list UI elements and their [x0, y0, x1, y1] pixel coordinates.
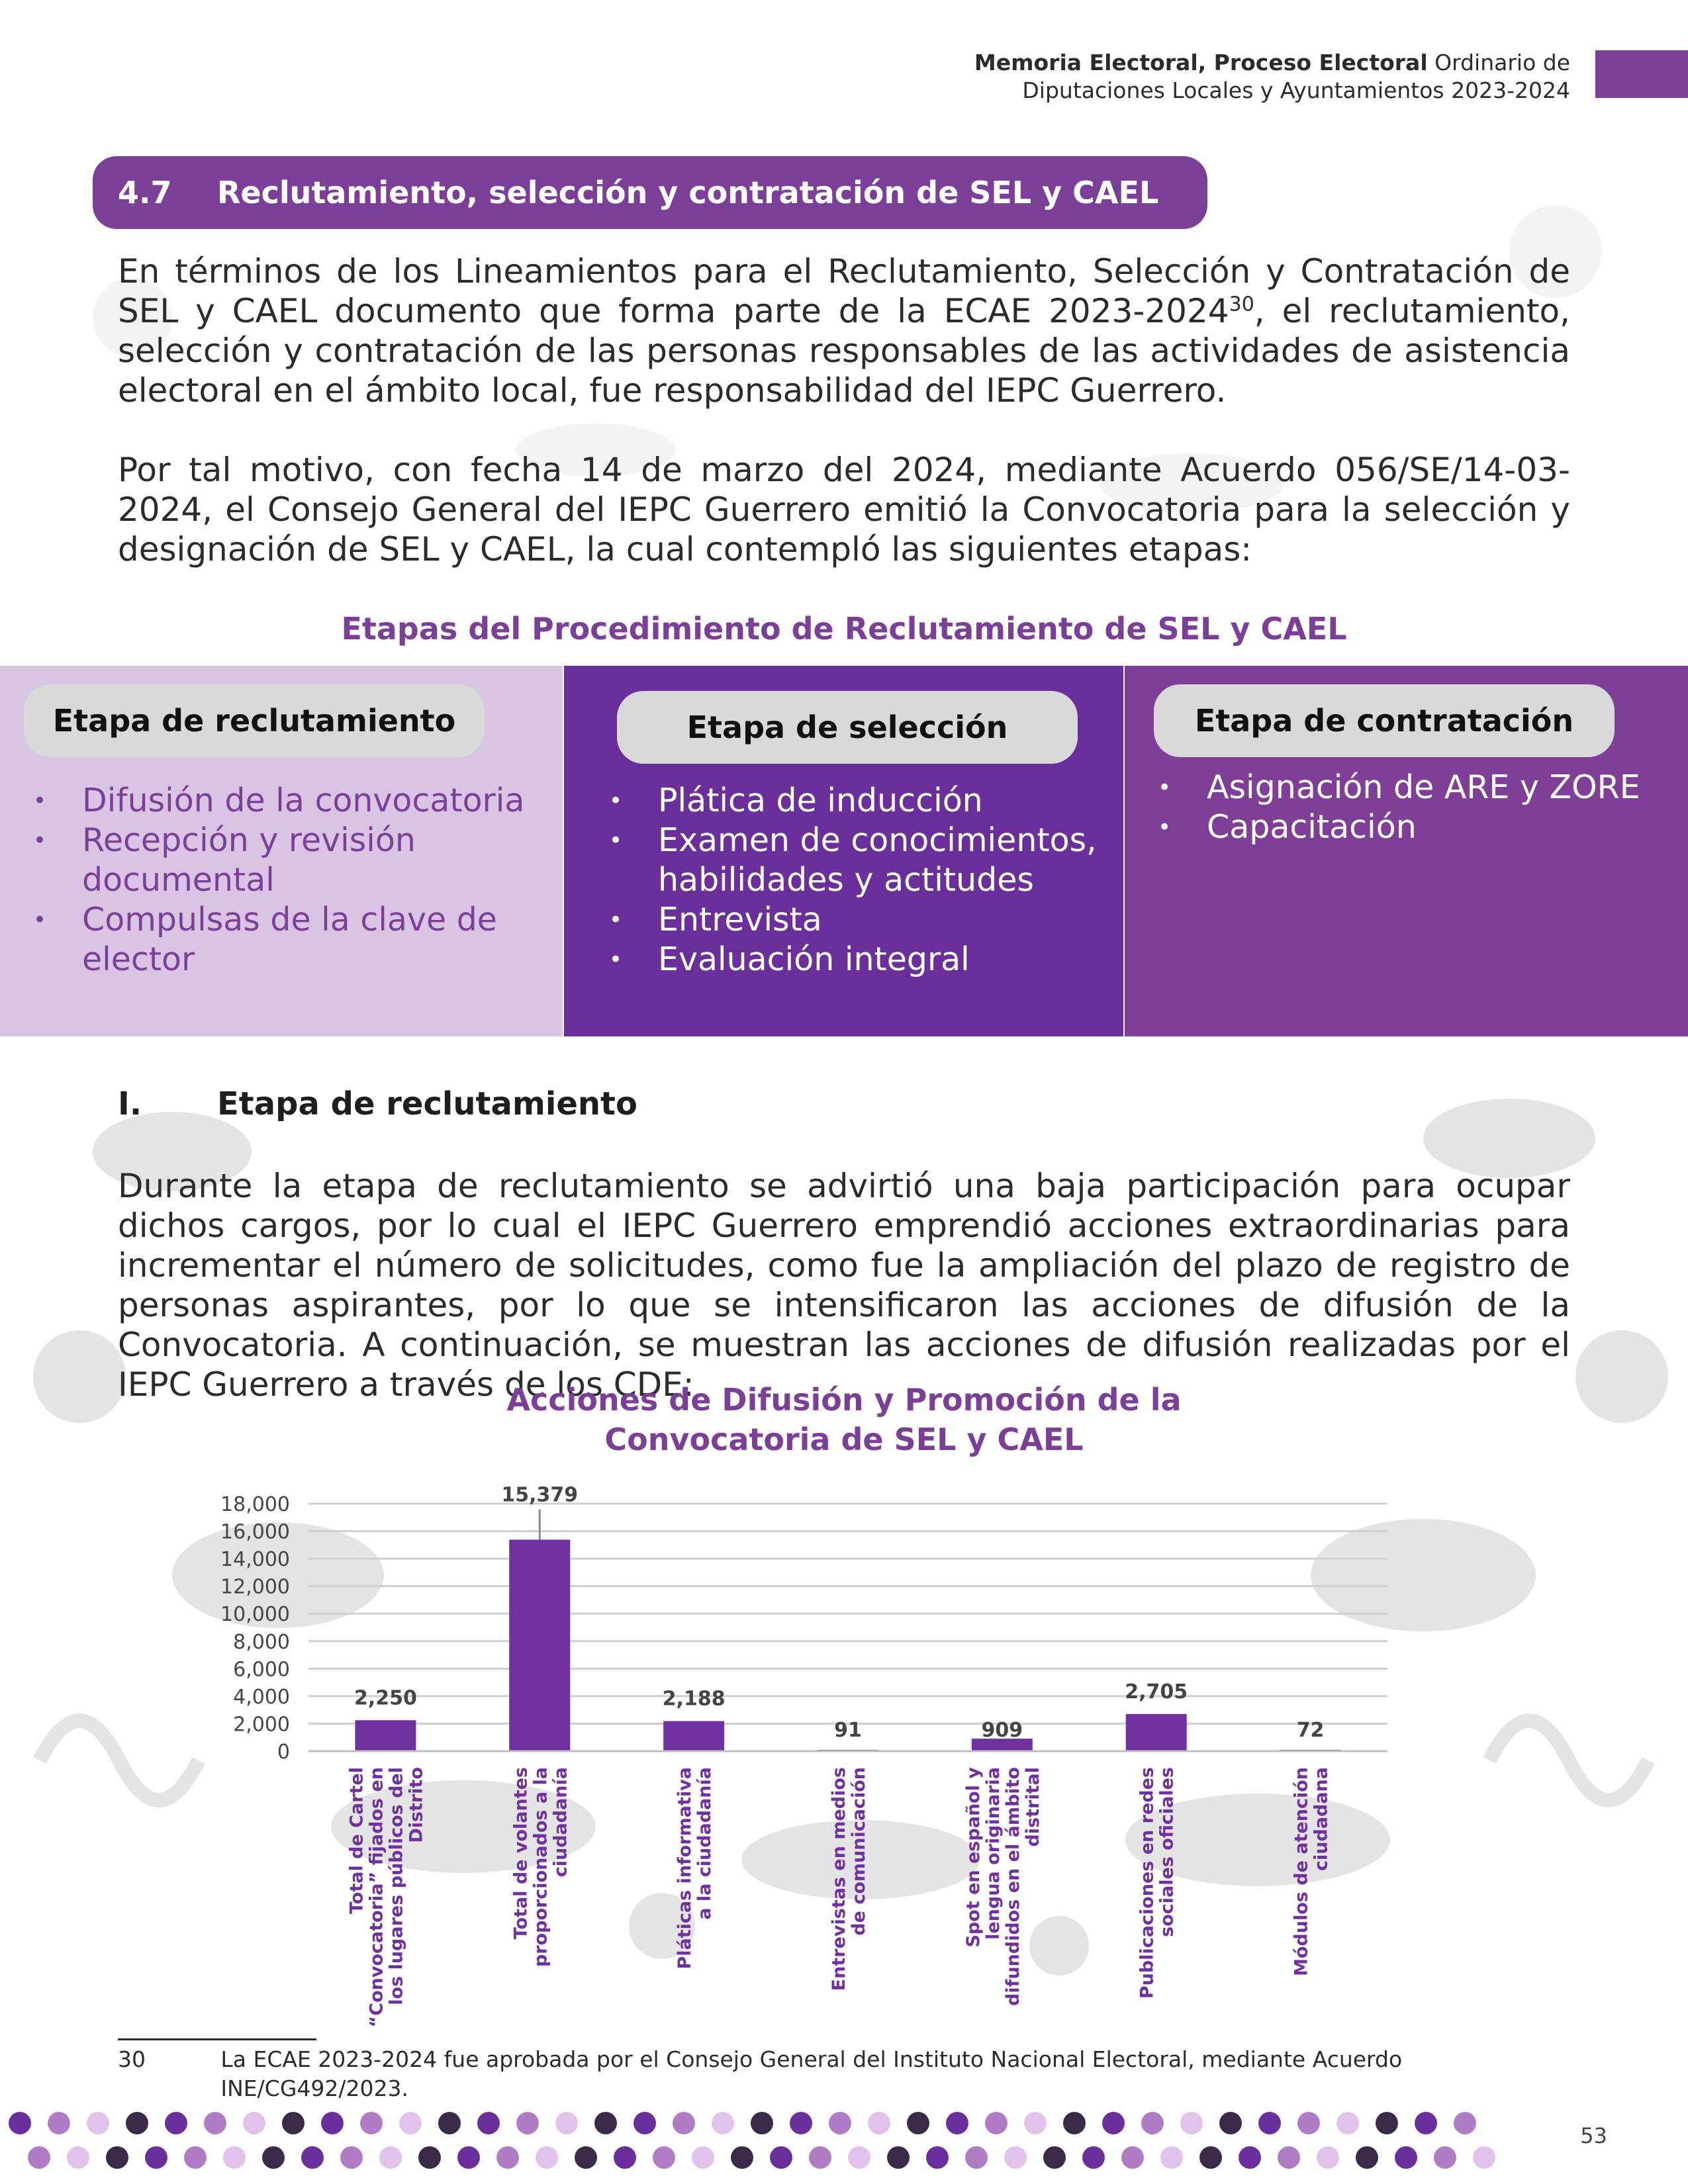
x-category-label-line: Total de volantes — [510, 1767, 532, 1940]
section-number: 4.7 — [118, 175, 172, 210]
x-category-label — [963, 1767, 1043, 2006]
border-motif — [1043, 2146, 1066, 2169]
chart-title-line2: Convocatoria de SEL y CAEL — [604, 1422, 1084, 1457]
border-motif — [477, 2112, 500, 2134]
stage-heading: Etapa de contratación — [1154, 684, 1615, 757]
stage-recruitment — [0, 666, 563, 1036]
border-motif — [653, 2146, 675, 2169]
border-motif — [946, 2112, 968, 2134]
border-motif — [223, 2146, 246, 2169]
border-motif — [731, 2146, 753, 2169]
x-category-label-line: Spot en español y — [962, 1767, 984, 1948]
border-motif — [1004, 2146, 1027, 2169]
x-category-label-line: los lugares públicos del — [386, 1767, 407, 2005]
border-motif — [868, 2112, 890, 2134]
border-motif — [1473, 2146, 1495, 2169]
border-motif — [1297, 2112, 1320, 2134]
border-motif — [1180, 2112, 1203, 2134]
stage-bullet-list — [1152, 768, 1656, 847]
border-motif — [126, 2112, 148, 2134]
header-title-rest: Ordinario de — [1427, 50, 1570, 75]
x-category-label — [829, 1767, 869, 1991]
x-category-label — [675, 1767, 715, 1970]
bar — [1126, 1714, 1187, 1751]
paragraph-convocatoria: Por tal motivo, con fecha 14 de marzo del 2024, mediante Acuerdo 056/SE/14-03-2024, el Consejo General del IEPC Guerrero emitió la Convocatoria para la selección y designación de SEL y CAEL, la cual contempló las siguientes etapas: — [118, 451, 1570, 569]
x-category-label-line: proporcionados a la — [530, 1767, 551, 1968]
border-motif — [673, 2112, 695, 2134]
stage-selection — [564, 666, 1123, 1036]
border-motif — [907, 2112, 929, 2134]
section-heading — [93, 156, 1207, 229]
x-category-label — [1137, 1767, 1178, 1999]
bar-chart — [0, 1456, 1688, 2052]
border-motif — [1278, 2146, 1300, 2169]
list-item: • Compulsas de la clave de elector — [28, 900, 531, 979]
list-item: • Entrevista — [604, 900, 1107, 940]
header-title-line2: Diputaciones Locales y Ayuntamientos 2023-2024 — [1022, 77, 1570, 103]
border-motif — [692, 2146, 714, 2169]
border-motif — [204, 2112, 226, 2134]
stage-heading: Etapa de reclutamiento — [24, 684, 485, 757]
paragraph-1-text-cont: , el reclutamiento, selección y contratación de las personas responsables de las actividades de asistencia electoral en el ámbito local, fue responsabilidad del IEPC Guerrero. — [118, 292, 1570, 410]
border-motif — [106, 2146, 128, 2169]
x-category-label-line: Distrito — [406, 1767, 427, 1843]
border-motif — [1121, 2146, 1144, 2169]
border-motif — [1024, 2112, 1047, 2134]
border-motif — [1434, 2146, 1456, 2169]
y-tick-label: 6,000 — [233, 1658, 290, 1682]
border-motif — [438, 2112, 461, 2134]
list-item: • Examen de conocimientos, habilidades y actitudes — [604, 821, 1107, 900]
bar — [355, 1720, 416, 1751]
x-category-label-line: Pláticas informativa — [675, 1767, 696, 1970]
stages-figure-title: Etapas del Procedimiento de Reclutamiento de SEL y CAEL — [341, 611, 1347, 647]
x-category-label-line: difundidos en el ámbito — [1002, 1767, 1023, 2006]
page-number: 53 — [1580, 2123, 1607, 2148]
border-motif — [594, 2112, 617, 2134]
list-item: • Recepción y revisión documental — [28, 821, 531, 900]
border-motif — [1102, 2112, 1125, 2134]
border-motif — [457, 2146, 480, 2169]
border-motif — [1376, 2112, 1398, 2134]
border-motif — [48, 2112, 70, 2134]
border-motif — [809, 2146, 831, 2169]
running-header — [776, 49, 1570, 105]
border-motif — [536, 2146, 558, 2169]
border-motif — [379, 2146, 402, 2169]
subsection-heading — [118, 1085, 637, 1122]
chart-title-line1: Acciones de Difusión y Promoción de la — [506, 1382, 1182, 1418]
paragraph-reclutamiento: Durante la etapa de reclutamiento se advirtió una baja participación para ocupar dichos cargos, por lo cual el IEPC Guerrero emprendió acciones extraordinarias para incrementar el número de solicitudes, como fue la ampliación del plazo de registro de personas aspirantes, por lo que se intensificaron las acciones de difusión de la Convocatoria. A continuación, se muestran las acciones de difusión realizadas por el IEPC Guerrero a través de los CDE: — [118, 1167, 1570, 1404]
bar — [663, 1721, 724, 1751]
border-motif — [1415, 2112, 1437, 2134]
border-motif — [496, 2146, 519, 2169]
border-motif — [243, 2112, 265, 2134]
border-motif — [28, 2146, 50, 2169]
border-motif — [555, 2112, 578, 2134]
border-motif — [848, 2146, 870, 2169]
x-category-label-line: sociales oficiales — [1156, 1767, 1178, 1937]
footnote-divider — [118, 2038, 316, 2040]
border-motif — [790, 2112, 812, 2134]
list-item: • Plática de inducción — [604, 781, 1107, 821]
y-tick-label: 4,000 — [233, 1685, 290, 1709]
border-motif — [829, 2112, 851, 2134]
x-category-label-line: ciudadana — [1311, 1767, 1332, 1872]
data-label: 72 — [1296, 1719, 1325, 1742]
border-motif — [360, 2112, 383, 2134]
list-item: • Difusión de la convocatoria — [28, 781, 531, 821]
border-motif — [1219, 2112, 1242, 2134]
border-motif — [712, 2112, 734, 2134]
footnote-number: 30 — [118, 2046, 146, 2072]
stage-hiring — [1125, 666, 1688, 1036]
border-motif — [9, 2112, 31, 2134]
x-category-label-line: distrital — [1022, 1767, 1043, 1847]
border-motif — [184, 2146, 207, 2169]
border-motif — [418, 2146, 441, 2169]
x-category-label-line: Entrevistas en medios — [829, 1767, 849, 1991]
section-title: Reclutamiento, selección y contratación de SEL y CAEL — [217, 175, 1159, 210]
border-motif — [965, 2146, 988, 2169]
data-label: 2,250 — [353, 1686, 417, 1710]
stage-heading: Etapa de selección — [617, 691, 1078, 764]
border-motif — [340, 2146, 363, 2169]
x-category-label-line: a la ciudadanía — [694, 1767, 716, 1920]
paragraph-1-text: En términos de los Lineamientos para el Reclutamiento, Selección y Contratación de SEL y CAEL documento que forma parte de la ECAE 2023-2024 — [118, 252, 1570, 330]
stages-diagram — [0, 666, 1688, 1036]
border-motif — [1141, 2112, 1164, 2134]
data-label: 15,379 — [501, 1483, 579, 1507]
data-label: 91 — [834, 1719, 862, 1742]
y-tick-label: 2,000 — [233, 1713, 290, 1737]
border-motif — [145, 2146, 167, 2169]
y-tick-label: 10,000 — [220, 1603, 290, 1627]
decorative-embroidery-border — [0, 2105, 1503, 2177]
border-motif — [165, 2112, 187, 2134]
x-category-label-line: Total de Cartel — [346, 1767, 367, 1915]
x-category-label — [346, 1767, 426, 2027]
x-category-label-line: Módulos de atención — [1291, 1767, 1312, 1976]
border-motif — [1082, 2146, 1105, 2169]
list-item: • Evaluación integral — [604, 940, 1107, 979]
border-motif — [926, 2146, 949, 2169]
border-motif — [1258, 2112, 1281, 2134]
data-label: 2,188 — [662, 1687, 726, 1711]
y-tick-label: 18,000 — [220, 1493, 290, 1516]
x-category-label-line: “Convocatoria” fijados en — [366, 1767, 387, 2028]
border-motif — [1199, 2146, 1222, 2169]
border-motif — [887, 2146, 910, 2169]
border-motif — [1063, 2112, 1086, 2134]
subsection-number: I. — [118, 1085, 142, 1122]
border-motif — [87, 2112, 109, 2134]
border-motif — [282, 2112, 305, 2134]
list-item: • Asignación de ARE y ZORE — [1152, 768, 1656, 807]
data-label: 909 — [981, 1719, 1023, 1742]
border-motif — [301, 2146, 324, 2169]
paragraph-lineamientos — [118, 251, 1570, 410]
footnote — [118, 2045, 1574, 2103]
border-motif — [262, 2146, 285, 2169]
data-label: 2,705 — [1125, 1680, 1188, 1704]
x-category-label-line: lengua originaria — [982, 1767, 1004, 1940]
border-motif — [1356, 2146, 1378, 2169]
header-color-tab — [1595, 50, 1688, 98]
border-motif — [575, 2146, 597, 2169]
subsection-title: Etapa de reclutamiento — [217, 1085, 637, 1122]
border-motif — [399, 2112, 422, 2134]
bar-chart-svg — [0, 1456, 1688, 2052]
border-motif — [1160, 2146, 1183, 2169]
border-motif — [614, 2146, 636, 2169]
border-motif — [1336, 2112, 1359, 2134]
x-category-label — [510, 1767, 571, 1967]
border-motif — [1317, 2146, 1339, 2169]
border-motif — [770, 2146, 792, 2169]
stage-bullet-list — [604, 781, 1107, 979]
x-category-label — [1291, 1767, 1332, 1976]
footnote-reference: 30 — [1229, 293, 1254, 316]
y-tick-label: 14,000 — [220, 1548, 290, 1572]
header-title-bold: Memoria Electoral, Proceso Electoral — [974, 50, 1428, 75]
bar — [509, 1539, 570, 1751]
border-motif — [321, 2112, 344, 2134]
x-category-label-line: Publicaciones en redes — [1137, 1767, 1158, 1999]
border-motif — [985, 2112, 1008, 2134]
border-motif — [1395, 2146, 1417, 2169]
footnote-text: La ECAE 2023-2024 fue aprobada por el Consejo General del Instituto Nacional Electoral, mediante Acuerdo INE/CG492/2023. — [220, 2046, 1403, 2101]
y-tick-label: 16,000 — [220, 1520, 290, 1544]
y-tick-label: 0 — [277, 1741, 290, 1764]
list-item: • Capacitación — [1152, 807, 1656, 847]
border-motif — [1454, 2112, 1476, 2134]
stage-bullet-list — [28, 781, 531, 979]
x-category-label-line: ciudadanía — [550, 1767, 571, 1878]
border-motif — [516, 2112, 539, 2134]
y-tick-label: 12,000 — [220, 1575, 290, 1599]
border-motif — [633, 2112, 656, 2134]
border-motif — [67, 2146, 89, 2169]
x-category-label-line: de comunicación — [849, 1767, 869, 1936]
y-tick-label: 8,000 — [233, 1630, 290, 1654]
border-motif — [1239, 2146, 1261, 2169]
border-motif — [751, 2112, 773, 2134]
